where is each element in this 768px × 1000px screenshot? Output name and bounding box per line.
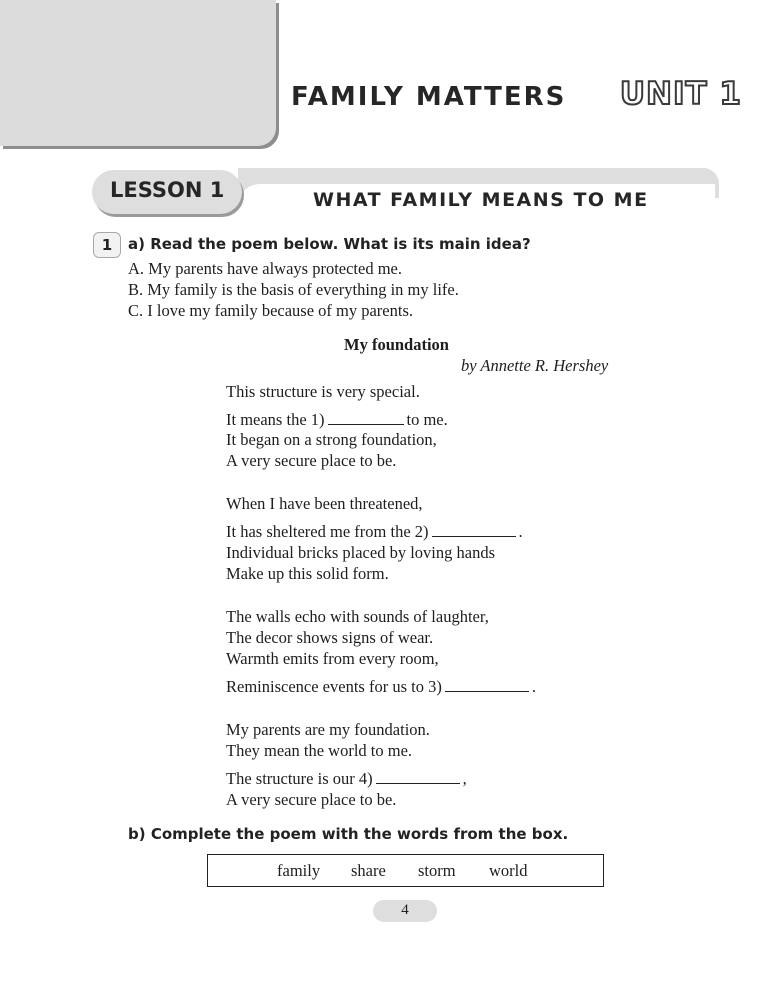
word-box xyxy=(207,854,604,887)
lesson-label: LESSON 1 xyxy=(110,178,225,202)
word-box-item: share xyxy=(351,861,386,880)
poem-line-text: Reminiscence events for us to 3) xyxy=(226,677,442,696)
poem-line: They mean the world to me. xyxy=(226,741,413,760)
poem-line: The decor shows signs of wear. xyxy=(226,628,434,647)
poem-line: My parents are my foundation. xyxy=(226,720,430,739)
poem-line: The walls echo with sounds of laughter, xyxy=(226,607,489,626)
instruction-part-b: b) Complete the poem with the words from the box. xyxy=(128,825,569,843)
answer-blank-1[interactable] xyxy=(328,410,404,425)
unit-label: UNIT 1 xyxy=(619,76,742,112)
unit-title: FAMILY MATTERS xyxy=(291,82,567,112)
lesson-title: WHAT FAMILY MEANS TO ME xyxy=(313,189,649,211)
poem-line-text: It has sheltered me from the 2) xyxy=(226,522,429,541)
poem-line-text: , xyxy=(462,769,467,788)
exercise-number: 1 xyxy=(93,232,121,258)
poem-line: A very secure place to be. xyxy=(226,790,397,809)
answer-blank-2[interactable] xyxy=(432,522,516,537)
option-a: A. My parents have always protected me. xyxy=(128,259,402,278)
poem-line: Individual bricks placed by loving hands xyxy=(226,543,495,562)
poem-line: This structure is very special. xyxy=(226,382,420,401)
option-c: C. I love my family because of my parents. xyxy=(128,301,414,320)
word-box-item: world xyxy=(489,861,528,880)
word-box-item: storm xyxy=(418,861,456,880)
poem-line-text: . xyxy=(518,522,523,541)
answer-blank-3[interactable] xyxy=(445,677,529,692)
instruction-part-a: a) Read the poem below. What is its main idea? xyxy=(128,235,531,253)
poem-author: by Annette R. Hershey xyxy=(461,356,609,375)
page-number: 4 xyxy=(401,902,409,918)
word-box-item: family xyxy=(277,861,321,880)
poem-line: A very secure place to be. xyxy=(226,451,397,470)
answer-blank-4[interactable] xyxy=(376,769,460,784)
poem-line-gap-2 xyxy=(226,522,523,542)
poem-line: Warmth emits from every room, xyxy=(226,649,439,668)
poem-title: My foundation xyxy=(344,335,449,354)
poem-line-gap-3 xyxy=(226,677,536,697)
poem-line: Make up this solid form. xyxy=(226,564,389,583)
poem-line-text: . xyxy=(531,677,536,696)
poem-line-text: It means the 1) xyxy=(226,410,325,429)
poem-line-text: to me. xyxy=(406,410,448,429)
poem-line: It began on a strong foundation, xyxy=(226,430,437,449)
poem-line-gap-4 xyxy=(226,769,467,789)
poem-line-gap-1 xyxy=(226,410,448,430)
option-b: B. My family is the basis of everything in my life. xyxy=(128,280,459,299)
poem-line: When I have been threatened, xyxy=(226,494,423,513)
poem-line-text: The structure is our 4) xyxy=(226,769,373,788)
unit-header-tab xyxy=(0,0,276,146)
